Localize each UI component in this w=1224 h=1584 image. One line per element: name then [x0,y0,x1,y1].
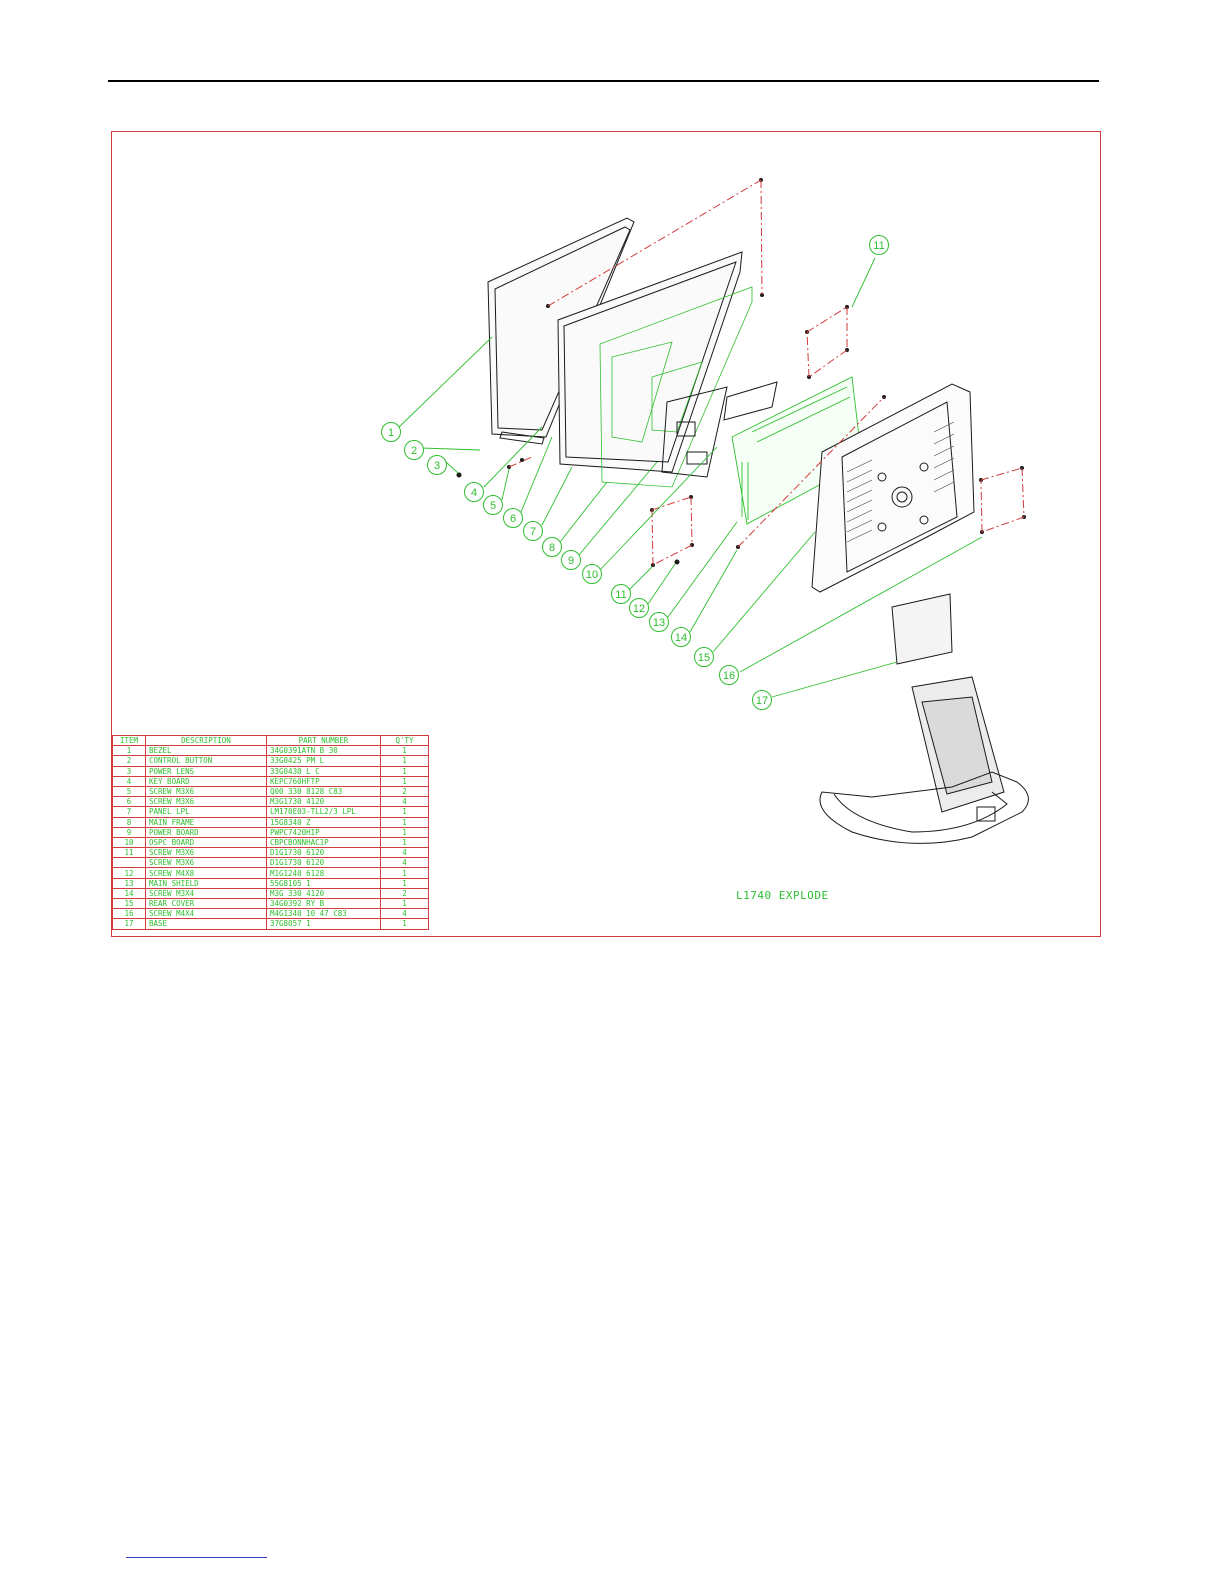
bom-cell-qty: 1 [381,919,429,929]
table-row [113,807,429,817]
callout-17: 17 [755,695,769,707]
bom-cell-qty: 1 [381,878,429,888]
bom-cell-item: 1 [113,746,146,756]
table-row [113,817,429,827]
bom-cell-part-number: 15G8340 Z [267,817,381,827]
header-rule [108,80,1099,82]
footer-link-underline[interactable] [126,1557,267,1558]
bom-cell-part-number: KEPC760HFTP [267,776,381,786]
callout-14: 14 [674,632,688,644]
table-row [113,919,429,929]
bom-cell-item: 10 [113,837,146,847]
bom-cell-qty: 2 [381,786,429,796]
bom-cell-description: BEZEL [146,746,267,756]
bom-cell-item: 12 [113,868,146,878]
bom-cell-part-number: LM170E03-TLL2/3 LPL [267,807,381,817]
bom-cell-part-number: 34G0391ATN B 30 [267,746,381,756]
bom-cell-part-number: 34G0392 RY B [267,899,381,909]
callout-1: 1 [387,427,395,439]
bom-cell-description: OSPC BOARD [146,837,267,847]
bom-cell-qty: 1 [381,899,429,909]
callout-10: 10 [585,569,599,581]
bom-cell-part-number: CBPCBONNHAC1P [267,837,381,847]
table-row [113,837,429,847]
bill-of-materials-table [112,735,429,930]
part-ospc-board [724,382,777,420]
bom-cell-qty: 4 [381,848,429,858]
bom-cell-qty: 1 [381,868,429,878]
table-row [113,776,429,786]
bom-cell-description: KEY BOARD [146,776,267,786]
bom-cell-description: SCREW M4X8 [146,868,267,878]
bom-cell-qty: 1 [381,837,429,847]
callout-5: 5 [489,500,497,512]
bom-cell-item: 9 [113,827,146,837]
bom-cell-part-number: M3G1730 4120 [267,797,381,807]
bom-header-row [113,736,429,746]
bom-cell-item: 11 [113,848,146,858]
bom-cell-item: 15 [113,899,146,909]
table-row [113,797,429,807]
table-row [113,899,429,909]
bom-cell-part-number: 33G0430 L C [267,766,381,776]
bom-cell-description: SCREW M3X6 [146,797,267,807]
bom-header-qty: Q'TY [381,736,429,746]
bom-cell-qty: 1 [381,776,429,786]
bom-cell-item: 2 [113,756,146,766]
bom-cell-description: POWER LENS [146,766,267,776]
bom-cell-qty: 1 [381,766,429,776]
table-row [113,848,429,858]
bom-cell-item: 16 [113,909,146,919]
bom-cell-description: SCREW M3X6 [146,848,267,858]
callout-7: 7 [529,526,537,538]
bom-cell-item: 8 [113,817,146,827]
table-row [113,858,429,868]
bom-cell-description: SCREW M4X4 [146,909,267,919]
bom-cell-description: CONTROL BUTTON [146,756,267,766]
drawing-frame [111,131,1101,937]
bom-cell-item: 4 [113,776,146,786]
table-row [113,756,429,766]
bom-rows [113,746,429,929]
bom-header-item: ITEM [113,736,146,746]
callout-4: 4 [470,487,478,499]
bom-cell-description: REAR COVER [146,899,267,909]
bom-cell-item: 17 [113,919,146,929]
bom-cell-item: 5 [113,786,146,796]
callout-11: 11 [873,240,885,252]
bom-cell-item: 7 [113,807,146,817]
bom-cell-part-number: M4G1340 10 47 C83 [267,909,381,919]
drawing-title: L1740 EXPLODE [736,889,829,902]
bom-header-description: DESCRIPTION [146,736,267,746]
bom-cell-item: 14 [113,888,146,898]
callout-3: 3 [433,460,441,472]
table-row [113,888,429,898]
table-row [113,766,429,776]
bom-header-part-number: PART NUMBER [267,736,381,746]
bom-cell-part-number: D1G1730 6120 [267,848,381,858]
bom-cell-qty: 1 [381,746,429,756]
bom-cell-qty: 1 [381,827,429,837]
bom-cell-description: BASE [146,919,267,929]
callout-12: 12 [632,603,646,615]
callout-2: 2 [410,445,418,457]
bom-cell-qty: 4 [381,797,429,807]
table-row [113,827,429,837]
bom-cell-description: SCREW M3X6 [146,786,267,796]
table-row [113,868,429,878]
bom-cell-qty: 1 [381,807,429,817]
bom-cell-part-number: M1G1240 6128 [267,868,381,878]
bom-cell-qty: 1 [381,756,429,766]
bom-cell-part-number: M3G 330 4120 [267,888,381,898]
table-row [113,786,429,796]
bom-cell-item: 6 [113,797,146,807]
table-row [113,746,429,756]
bom-cell-description: MAIN FRAME [146,817,267,827]
callout-15: 15 [697,652,711,664]
table-row [113,909,429,919]
bom-cell-qty: 1 [381,817,429,827]
bom-cell-part-number: 55G8105 1 [267,878,381,888]
bom-cell-part-number: Q00 330 8128 C83 [267,786,381,796]
bom-cell-qty: 2 [381,888,429,898]
bom-cell-description: SCREW M3X6 [146,858,267,868]
bom-cell-description: SCREW M3X4 [146,888,267,898]
callout-8: 8 [548,542,556,554]
bom-cell-part-number: 33G0425 PM L [267,756,381,766]
bom-cell-item [113,858,146,868]
callout-6: 6 [509,513,517,525]
bom-cell-item: 13 [113,878,146,888]
bom-cell-part-number: D1G1730 6120 [267,858,381,868]
part-base [820,594,1028,843]
bom-cell-description: PANEL LPL [146,807,267,817]
callout-11: 11 [615,589,627,601]
bom-cell-part-number: PWPC7420HIP [267,827,381,837]
callout-16: 16 [722,670,736,682]
bom-cell-description: MAIN SHIELD [146,878,267,888]
table-row [113,878,429,888]
callout-9: 9 [567,555,575,567]
callout-13: 13 [652,617,666,629]
bom-cell-description: POWER BOARD [146,827,267,837]
bom-cell-item: 3 [113,766,146,776]
bom-cell-qty: 4 [381,909,429,919]
bom-cell-qty: 4 [381,858,429,868]
bom-cell-part-number: 37G8057 1 [267,919,381,929]
